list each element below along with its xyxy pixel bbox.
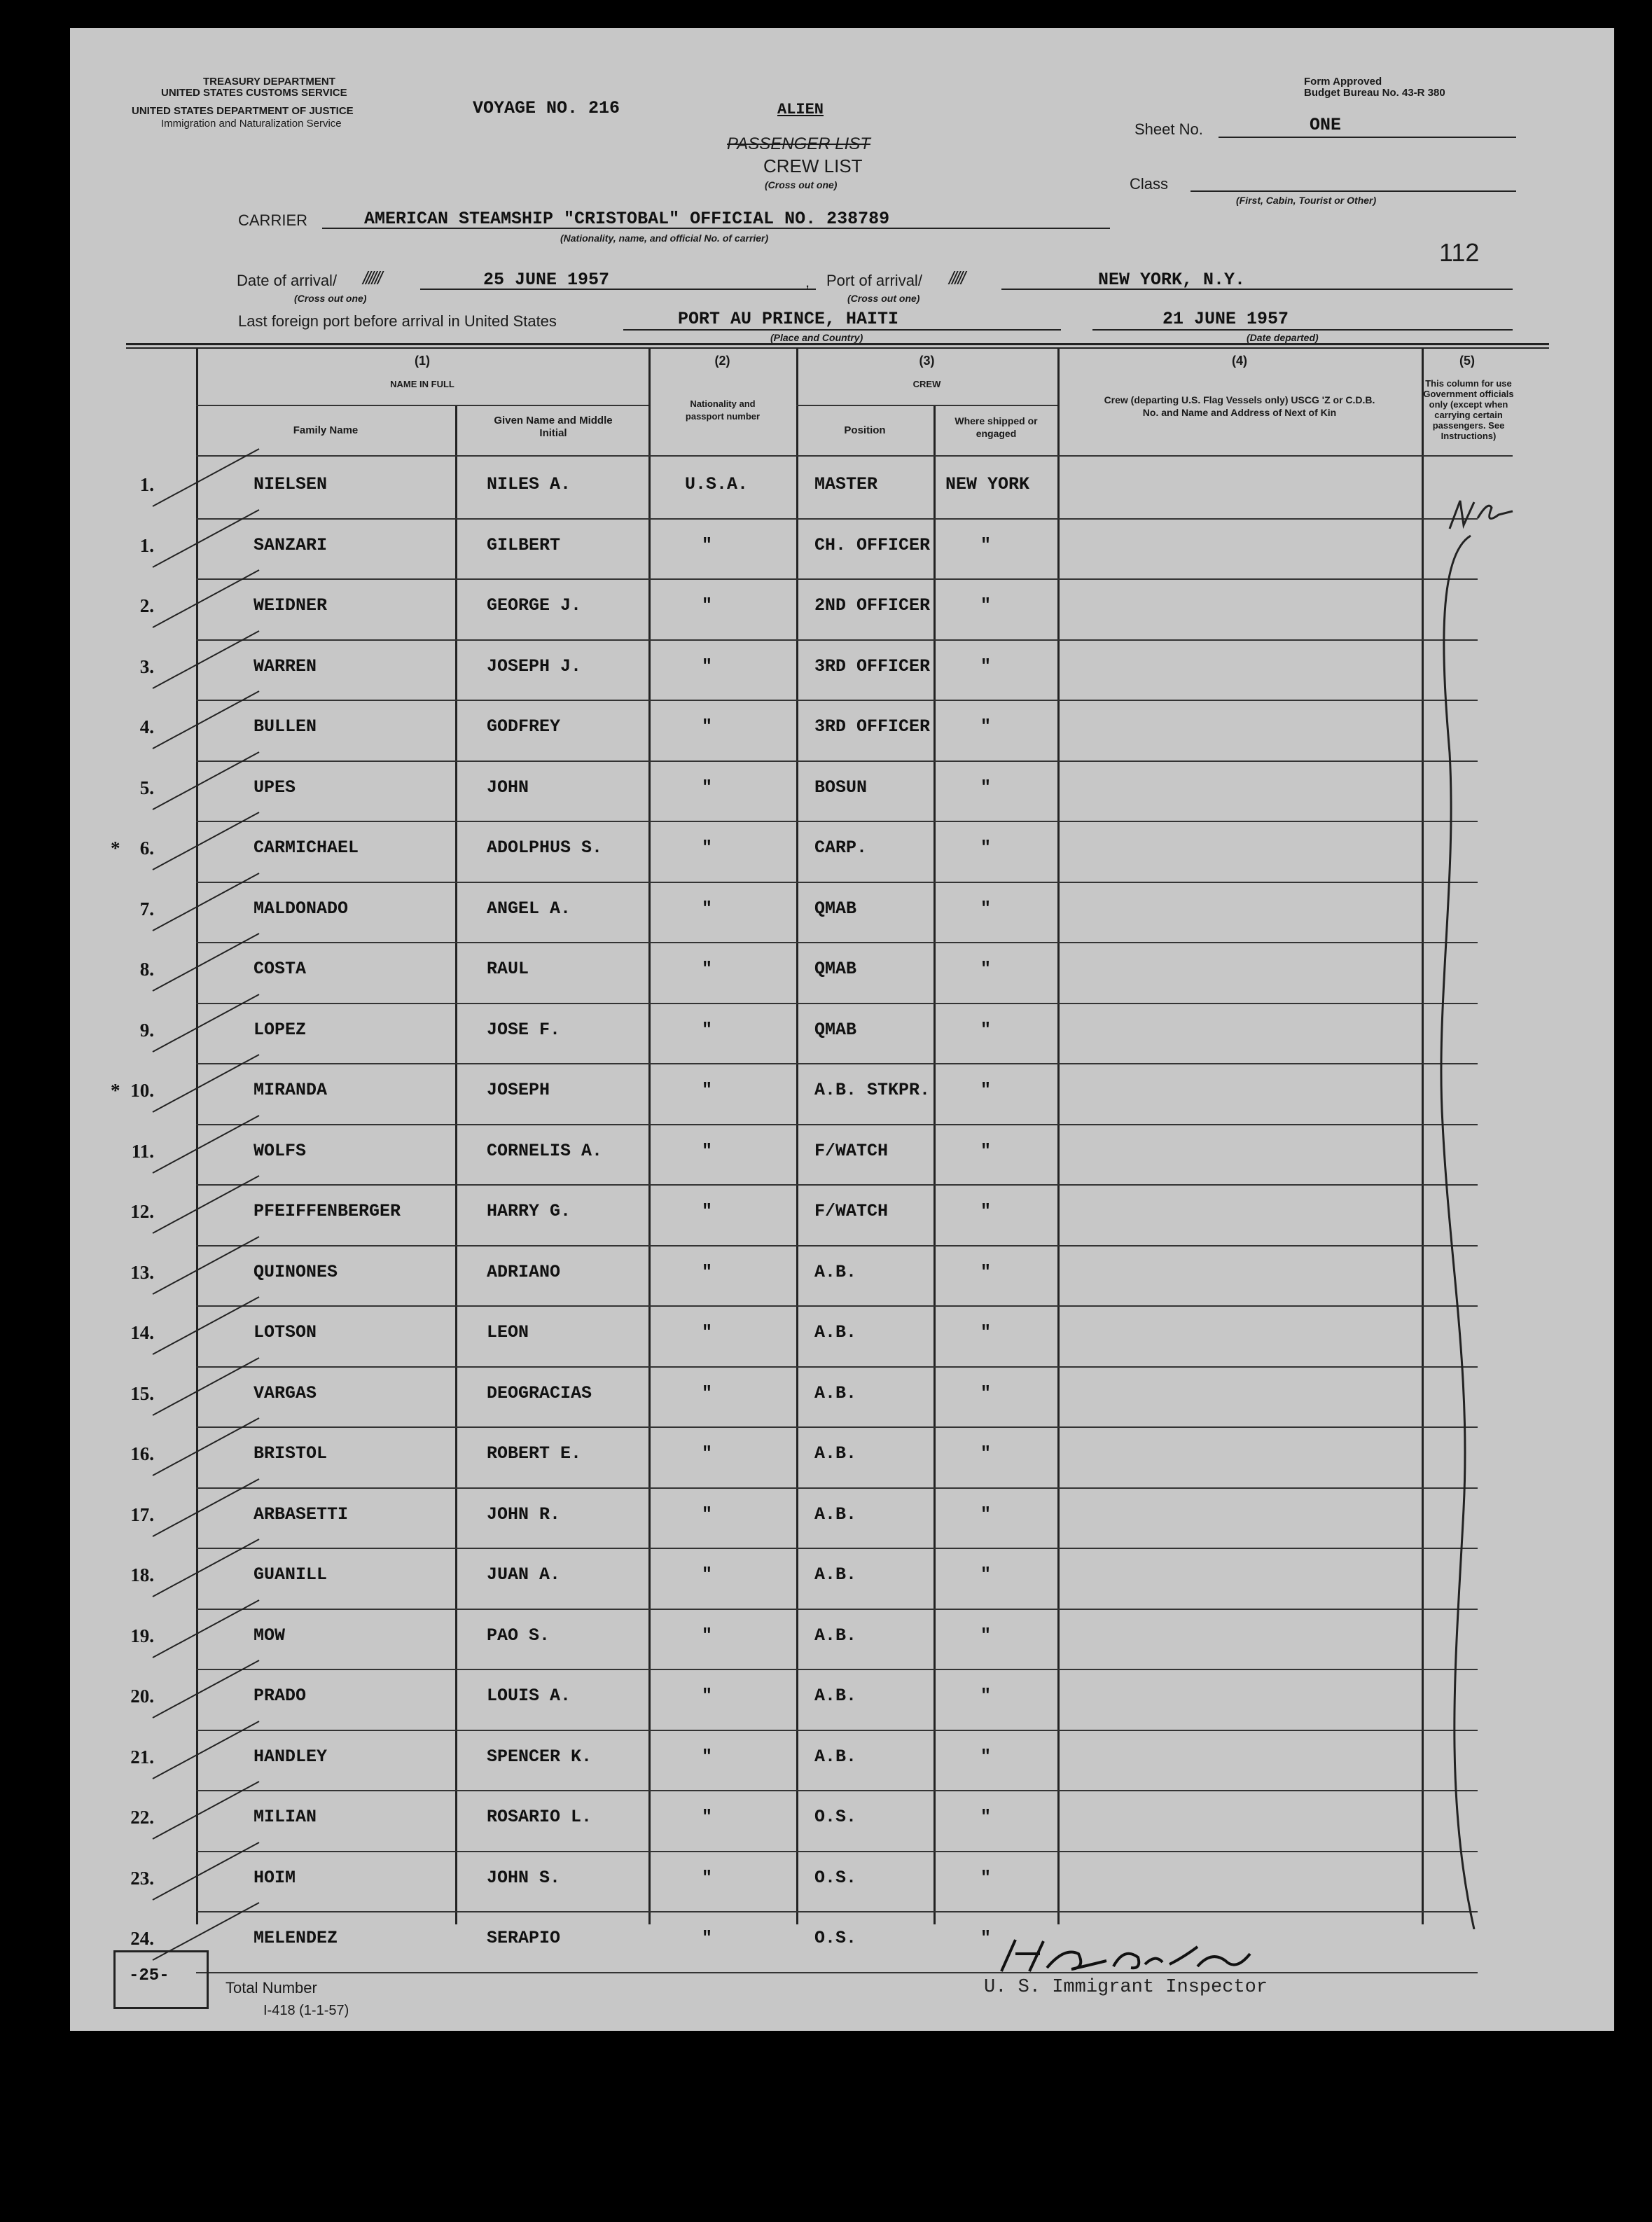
family-name: CARMICHAEL (254, 838, 359, 858)
family-name: WARREN (254, 655, 317, 676)
page-number: 112 (1439, 238, 1480, 267)
position: O.S. (814, 1928, 857, 1948)
sheet-value: ONE (1310, 115, 1342, 135)
position: A.B. STKPR. (814, 1080, 931, 1100)
where-shipped: " (980, 1019, 992, 1040)
where-shipped: " (980, 1443, 992, 1464)
given-name: ADRIANO (487, 1261, 561, 1282)
row-number: 4. (139, 716, 154, 737)
position: A.B. (814, 1504, 857, 1525)
given-name: ROSARIO L. (487, 1807, 592, 1827)
family-name: LOTSON (254, 1322, 317, 1342)
arrival-date-label: Date of arrival/ (237, 272, 338, 289)
nationality: " (702, 1140, 713, 1161)
where-shipped: " (980, 1746, 992, 1767)
table-row (70, 1247, 1614, 1307)
table-row (70, 1125, 1614, 1186)
row-number: 17. (130, 1504, 154, 1525)
departure-date-value: 21 JUNE 1957 (1162, 309, 1289, 329)
given-name: JUAN A. (487, 1564, 561, 1585)
agency-line-1: TREASURY DEPARTMENT (203, 76, 335, 88)
family-name: QUINONES (254, 1261, 338, 1282)
col3-number: (3) (919, 354, 935, 368)
arrival-date-note: (Cross out one) (294, 293, 367, 304)
row-number: 12. (130, 1201, 154, 1222)
where-shipped: " (980, 898, 992, 919)
given-name: JOSE F. (487, 1019, 561, 1040)
row-number: 14. (130, 1322, 154, 1343)
col2-title: Nationality and passport number (685, 398, 761, 422)
given-name: LOUIS A. (487, 1686, 571, 1706)
agency-line-4: Immigration and Naturalization Service (161, 118, 342, 130)
row-star: * (111, 838, 120, 859)
position: O.S. (814, 1867, 857, 1888)
arrival-comma: , (805, 273, 810, 291)
total-label: Total Number (225, 1979, 317, 1997)
nationality: " (702, 1867, 713, 1888)
nationality: " (702, 1807, 713, 1827)
nationality: " (702, 1564, 713, 1585)
position: A.B. (814, 1261, 857, 1282)
col1-number: (1) (415, 354, 430, 368)
table-row (70, 1368, 1614, 1429)
given-name: HARRY G. (487, 1201, 571, 1221)
table-row (70, 701, 1614, 762)
nationality: " (702, 1080, 713, 1100)
last-port-label: Last foreign port before arrival in United States (238, 312, 557, 330)
nationality: " (702, 1625, 713, 1646)
table-row (70, 943, 1614, 1004)
where-shipped: " (980, 1504, 992, 1525)
agency-line-2: UNITED STATES CUSTOMS SERVICE (161, 87, 347, 99)
row-number: 19. (130, 1625, 154, 1646)
table-row (70, 1670, 1614, 1731)
position: F/WATCH (814, 1140, 889, 1161)
table-row (70, 762, 1614, 823)
family-name: LOPEZ (254, 1019, 307, 1040)
given-name: PAO S. (487, 1625, 550, 1646)
arrival-port-note: (Cross out one) (847, 293, 920, 304)
position: CH. OFFICER (814, 534, 931, 555)
carrier-note: (Nationality, name, and official No. of carrier) (560, 232, 769, 244)
where-shipped: " (980, 1140, 992, 1161)
where-shipped: " (980, 1867, 992, 1888)
where-shipped: " (980, 1564, 992, 1585)
position: CARP. (814, 838, 868, 858)
arrival-port-label: Port of arrival/ (826, 272, 922, 289)
approval-line-1: Form Approved (1304, 76, 1382, 88)
nationality: " (702, 1686, 713, 1706)
col5-number: (5) (1459, 354, 1475, 368)
sheet-label: Sheet No. (1134, 120, 1203, 138)
last-port-value: PORT AU PRINCE, HAITI (678, 309, 899, 329)
cross-out-note: (Cross out one) (765, 179, 838, 190)
position: QMAB (814, 959, 857, 979)
nationality: " (702, 1928, 713, 1948)
where-shipped: " (980, 595, 992, 616)
where-shipped: " (980, 1625, 992, 1646)
row-number: 2. (139, 595, 154, 616)
given-name: JOHN S. (487, 1867, 561, 1888)
row-number: 9. (139, 1019, 154, 1041)
family-name: PRADO (254, 1686, 307, 1706)
nationality: " (702, 595, 713, 616)
given-name: GILBERT (487, 534, 561, 555)
where-shipped: " (980, 1261, 992, 1282)
position: 3RD OFFICER (814, 655, 931, 676)
col5-title: This column for use Government officials only (except when carrying certain passengers. See Instructions) (1423, 378, 1514, 441)
table-row (70, 641, 1614, 702)
row-number: 15. (130, 1382, 154, 1404)
table-row (70, 1791, 1614, 1852)
carrier-label: CARRIER (238, 211, 308, 229)
table-row (70, 1428, 1614, 1489)
where-shipped: NEW YORK (945, 474, 1030, 494)
given-name: LEON (487, 1322, 529, 1342)
port-strike-marks: ///// (949, 268, 964, 289)
where-shipped: " (980, 1928, 992, 1948)
position: QMAB (814, 898, 857, 919)
agency-line-3: UNITED STATES DEPARTMENT OF JUSTICE (132, 105, 354, 117)
family-name: VARGAS (254, 1382, 317, 1403)
table-row (70, 520, 1614, 581)
inspector-title: U. S. Immigrant Inspector (984, 1977, 1268, 1998)
arrival-date-value: 25 JUNE 1957 (483, 270, 610, 290)
nationality: " (702, 534, 713, 555)
nationality: " (702, 1504, 713, 1525)
nationality: " (702, 716, 713, 737)
row-number: 13. (130, 1261, 154, 1283)
where-shipped: " (980, 1686, 992, 1706)
arrival-port-value: NEW YORK, N.Y. (1098, 270, 1246, 290)
class-label: Class (1130, 175, 1169, 193)
where-shipped: " (980, 1201, 992, 1221)
family-name: BRISTOL (254, 1443, 328, 1464)
arrival-strike-marks: ////// (363, 268, 381, 289)
given-name: SPENCER K. (487, 1746, 592, 1767)
row-number: 24. (130, 1928, 154, 1949)
given-name: GEORGE J. (487, 595, 582, 616)
position: A.B. (814, 1382, 857, 1403)
given-name: JOSEPH J. (487, 655, 582, 676)
row-number: 3. (139, 655, 154, 677)
given-name: SERAPIO (487, 1928, 561, 1948)
position: A.B. (814, 1443, 857, 1464)
row-number: 11. (131, 1140, 154, 1162)
given-name: CORNELIS A. (487, 1140, 603, 1161)
family-name: HANDLEY (254, 1746, 328, 1767)
last-port-note: (Place and Country) (770, 332, 863, 343)
table-row (70, 1004, 1614, 1065)
row-star: * (111, 1080, 120, 1101)
given-name: NILES A. (487, 474, 571, 494)
alien-label: ALIEN (777, 101, 824, 118)
nationality: " (702, 1322, 713, 1342)
where-shipped: " (980, 1080, 992, 1100)
row-number: 18. (130, 1564, 154, 1585)
table-row (70, 1549, 1614, 1610)
crew-list-form (70, 28, 1614, 2031)
row-number: 21. (130, 1746, 154, 1768)
position: A.B. (814, 1625, 857, 1646)
nationality: " (702, 1019, 713, 1040)
row-number: 23. (130, 1867, 154, 1889)
struck-list-type: PASSENGER LIST (727, 134, 870, 153)
position: 2ND OFFICER (814, 595, 931, 616)
position: A.B. (814, 1564, 857, 1585)
family-name: PFEIFFENBERGER (254, 1201, 401, 1221)
table-row (70, 883, 1614, 944)
position: F/WATCH (814, 1201, 889, 1221)
nationality: " (702, 1746, 713, 1767)
col4-number: (4) (1232, 354, 1247, 368)
nationality: " (702, 1443, 713, 1464)
given-name: ANGEL A. (487, 898, 571, 919)
given-name-header: Given Name and Middle Initial (494, 415, 613, 439)
family-name: SANZARI (254, 534, 328, 555)
given-name: DEOGRACIAS (487, 1382, 592, 1403)
row-number: 8. (139, 959, 154, 980)
family-name: MILIAN (254, 1807, 317, 1827)
nationality: " (702, 1382, 713, 1403)
class-note: (First, Cabin, Tourist or Other) (1236, 195, 1377, 206)
where-shipped: " (980, 838, 992, 858)
row-number: 5. (139, 777, 154, 798)
table-row (70, 1307, 1614, 1368)
table-row (70, 1186, 1614, 1247)
nationality: " (702, 777, 713, 798)
given-name: JOHN (487, 777, 529, 798)
family-name: WEIDNER (254, 595, 328, 616)
nationality: " (702, 838, 713, 858)
nationality: " (702, 959, 713, 979)
table-row (70, 1852, 1614, 1913)
row-number: 16. (130, 1443, 154, 1464)
family-name: COSTA (254, 959, 307, 979)
position: A.B. (814, 1746, 857, 1767)
where-shipped: " (980, 534, 992, 555)
table-row (70, 1912, 1614, 1973)
given-name: JOHN R. (487, 1504, 561, 1525)
where-shipped: " (980, 655, 992, 676)
where-shipped: " (980, 1807, 992, 1827)
position: O.S. (814, 1807, 857, 1827)
table-top-rule (126, 343, 1549, 345)
row-number: 1. (139, 474, 154, 495)
table-row (70, 459, 1614, 520)
row-number: 6. (139, 838, 154, 859)
given-name: GODFREY (487, 716, 561, 737)
family-name: MELENDEZ (254, 1928, 338, 1948)
given-name: ADOLPHUS S. (487, 838, 603, 858)
position: 3RD OFFICER (814, 716, 931, 737)
given-name: RAUL (487, 959, 529, 979)
approval-line-2: Budget Bureau No. 43-R 380 (1304, 87, 1445, 99)
row-number: 1. (139, 534, 154, 556)
given-name: ROBERT E. (487, 1443, 582, 1464)
position: BOSUN (814, 777, 868, 798)
voyage-number: VOYAGE NO. 216 (473, 98, 620, 118)
where-shipped: " (980, 1322, 992, 1342)
table-row (70, 1489, 1614, 1550)
position: A.B. (814, 1686, 857, 1706)
carrier-value: AMERICAN STEAMSHIP "CRISTOBAL" OFFICIAL NO. 238789 (364, 209, 890, 229)
table-row (70, 822, 1614, 883)
family-name: MALDONADO (254, 898, 349, 919)
total-value: -25- (129, 1966, 169, 1985)
family-name-header: Family Name (293, 424, 359, 436)
given-name: JOSEPH (487, 1080, 550, 1100)
where-header: Where shipped or engaged (955, 415, 1038, 439)
nationality: U.S.A. (685, 474, 749, 494)
table-row (70, 1064, 1614, 1125)
family-name: UPES (254, 777, 296, 798)
position: MASTER (814, 474, 878, 494)
official-marks (1422, 459, 1548, 1929)
table-row (70, 1610, 1614, 1671)
col2-number: (2) (714, 354, 730, 368)
nationality: " (702, 898, 713, 919)
row-number: 10. (130, 1080, 154, 1101)
family-name: ARBASETTI (254, 1504, 349, 1525)
family-name: BULLEN (254, 716, 317, 737)
col1-title: NAME IN FULL (390, 379, 454, 389)
family-name: WOLFS (254, 1140, 307, 1161)
family-name: GUANILL (254, 1564, 328, 1585)
position: QMAB (814, 1019, 857, 1040)
row-number: 22. (130, 1807, 154, 1828)
departure-date-note: (Date departed) (1247, 332, 1319, 343)
where-shipped: " (980, 959, 992, 979)
position-header: Position (844, 424, 886, 436)
where-shipped: " (980, 1382, 992, 1403)
table-row (70, 580, 1614, 641)
row-number: 20. (130, 1686, 154, 1707)
table-row (70, 1731, 1614, 1792)
position: A.B. (814, 1322, 857, 1342)
where-shipped: " (980, 777, 992, 798)
crew-list-label: CREW LIST (763, 155, 863, 176)
nationality: " (702, 1201, 713, 1221)
family-name: HOIM (254, 1867, 296, 1888)
row-number: 7. (139, 898, 154, 919)
col3-title: CREW (912, 379, 941, 389)
family-name: NIELSEN (254, 474, 328, 494)
nationality: " (702, 1261, 713, 1282)
family-name: MIRANDA (254, 1080, 328, 1100)
col4-title: Crew (departing U.S. Flag Vessels only) USCG 'Z or C.D.B. No. and Name and Address of Next of Kin (1104, 394, 1375, 418)
family-name: MOW (254, 1625, 286, 1646)
nationality: " (702, 655, 713, 676)
where-shipped: " (980, 716, 992, 737)
form-number: I-418 (1-1-57) (263, 2003, 349, 2018)
